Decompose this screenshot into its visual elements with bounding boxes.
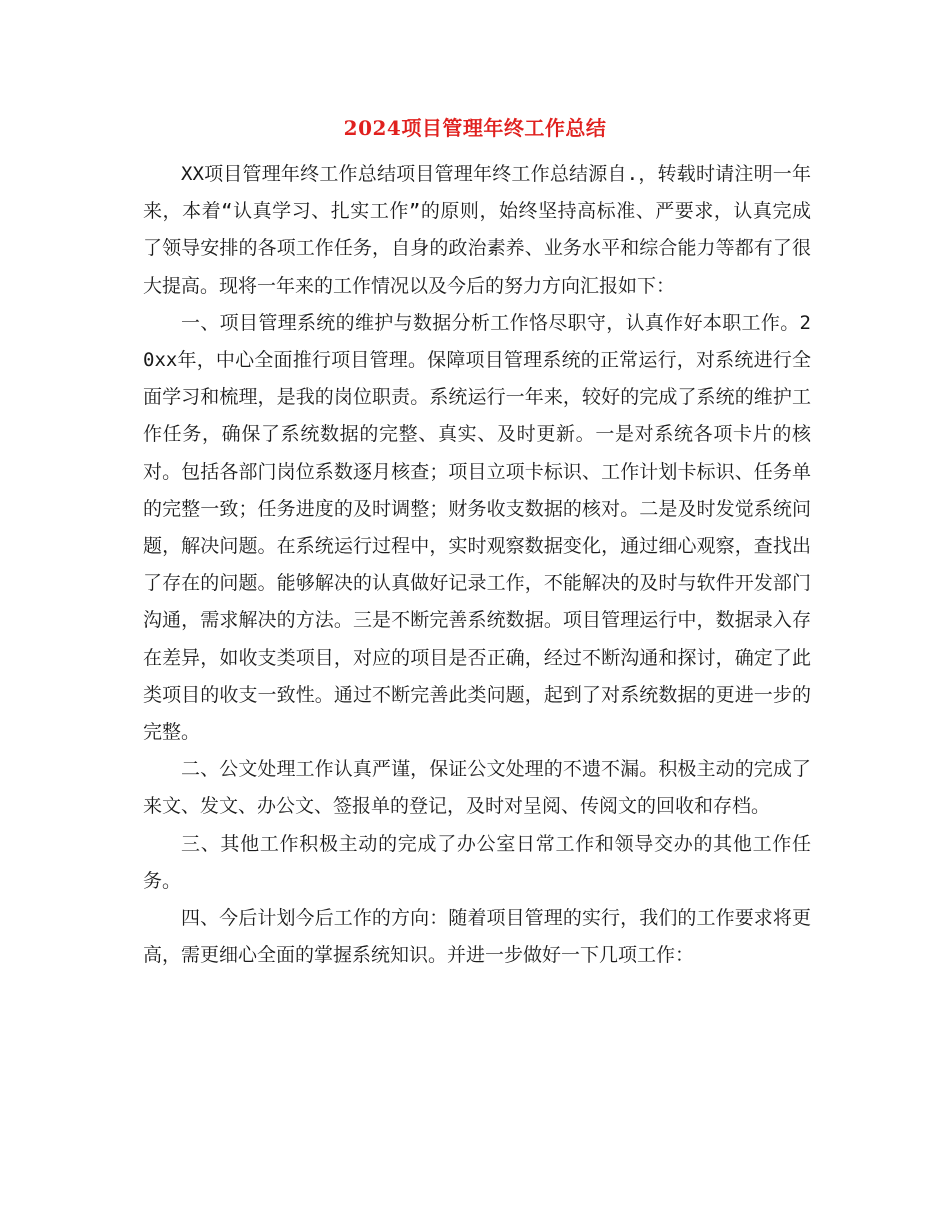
paragraph-document-handling: 二、公文处理工作认真严谨，保证公文处理的不遗不漏。积极主动的完成了来文、发文、办公文、签报单的登记，及时对呈阅、传阅文的回收和存档。 — [143, 758, 811, 818]
paragraph-future-plan: 四、今后计划今后工作的方向：随着项目管理的实行，我们的工作要求将更高，需更细心全面的掌握系统知识。并进一步做好一下几项工作： — [143, 907, 811, 967]
paragraph-other-work: 三、其他工作积极主动的完成了办公室日常工作和领导交办的其他工作任务。 — [143, 832, 811, 892]
document-body — [143, 156, 811, 974]
document-title: 2024项目管理年终工作总结 — [343, 116, 607, 140]
paragraph-intro: XX项目管理年终工作总结项目管理年终工作总结源自.，转载时请注明一年来，本着“认真学习、扎实工作”的原则，始终坚持高标准、严要求，认真完成了领导安排的各项工作任务，自身的政治素养、业务水平和综合能力等都有了很大提高。现将一年来的工作情况以及今后的努力方向汇报如下： — [143, 163, 811, 297]
paragraph-system-maintenance: 一、项目管理系统的维护与数据分析工作恪尽职守，认真作好本职工作。20xx年，中心全面推行项目管理。保障项目管理系统的正常运行，对系统进行全面学习和梳理，是我的岗位职责。系统运行一年来，较好的完成了系统的维护工作任务，确保了系统数据的完整、真实、及时更新。一是对系统各项卡片的核对。包括各部门岗位系数逐月核查；项目立项卡标识、工作计划卡标识、任务单的完整一致；任务进度的及时调整；财务收支数据的核对。二是及时发觉系统问题，解决问题。在系统运行过程中，实时观察数据变化，通过细心观察，查找出了存在的问题。能够解决的认真做好记录工作，不能解决的及时与软件开发部门沟通，需求解决的方法。三是不断完善系统数据。项目管理运行中，数据录入存在差异，如收支类项目，对应的项目是否正确，经过不断沟通和探讨，确定了此类项目的收支一致性。通过不断完善此类问题，起到了对系统数据的更进一步的完整。 — [143, 311, 811, 744]
